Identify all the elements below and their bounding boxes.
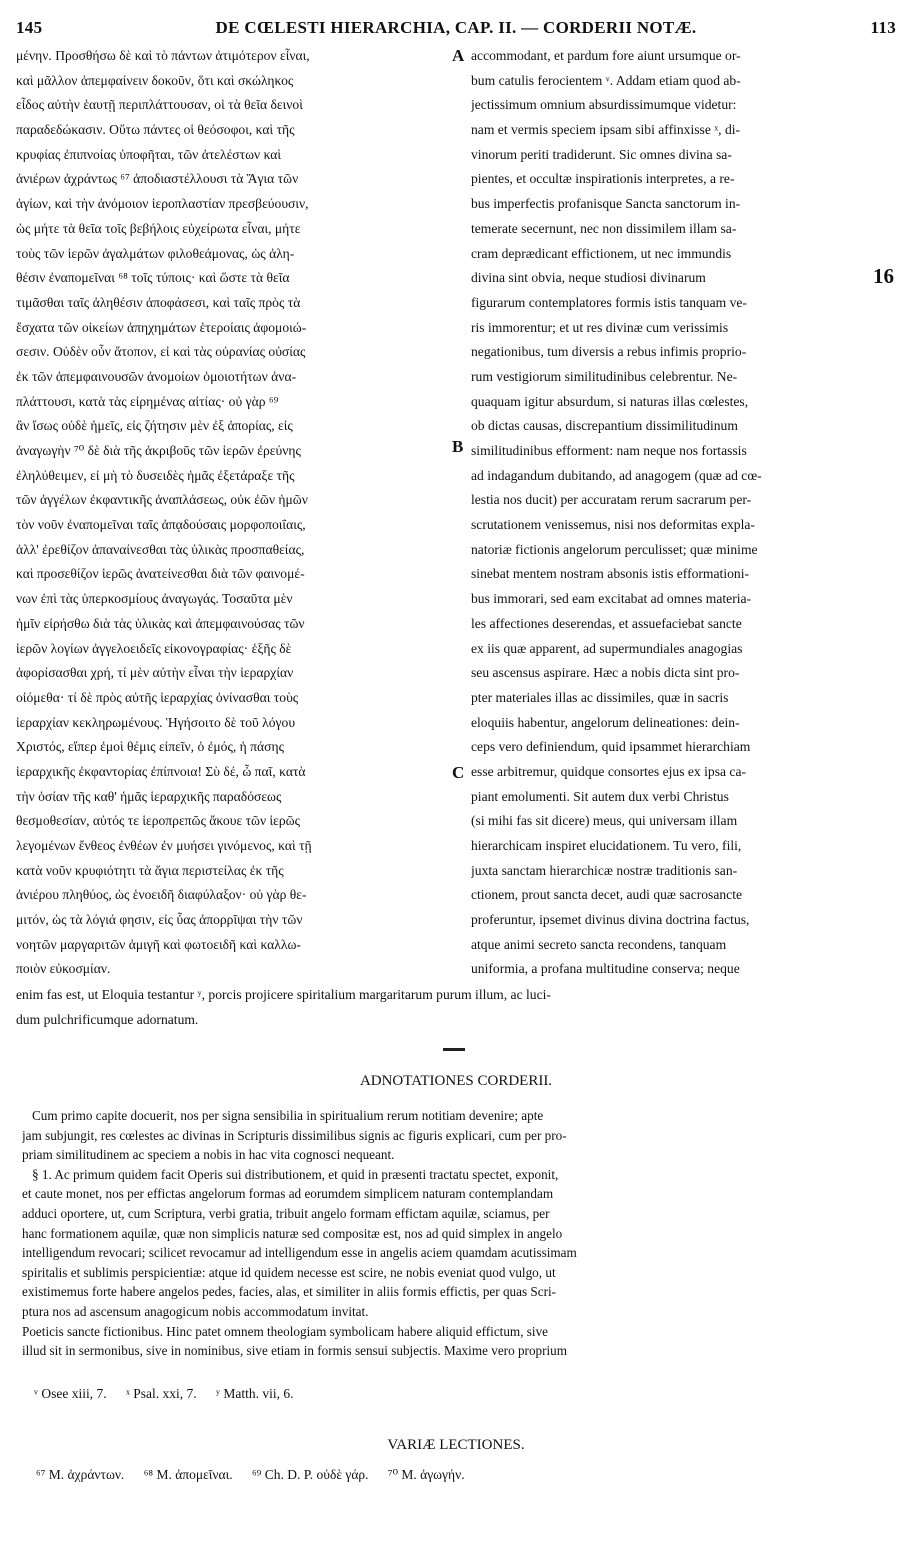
page-title: DE CŒLESTI HIERARCHIA, CAP. II. — CORDERII NOTÆ. [215, 18, 697, 37]
latin-line: bus imperfectis profanisque Sancta sanctorum in- [471, 196, 741, 212]
greek-line: τῶν ἀγγέλων ἐκφαντικῆς ἀναπλάσεως, οὐκ ἐῶν ἡμῶν [16, 492, 308, 508]
latin-line: bus immorari, sed eam excitabat ad omnes materia- [471, 591, 752, 607]
latin-line: jectissimum omnium absurdissimumque videtur: [471, 97, 737, 113]
latin-line: scrutationem venissemus, nisi nos deformitas expla- [471, 517, 755, 533]
variant-reading: ⁷⁰ M. ἀγωγήν. [387, 1467, 465, 1482]
latin-line: piant emolumenti. Sit autem dux verbi Christus [471, 788, 729, 804]
greek-line: ἐκ τῶν ἀπεμφαινουσῶν ἀνομοίων ὁμοιοτήτων ἀνα- [16, 368, 297, 384]
footnote-references [34, 1386, 310, 1402]
latin-line: cram deprædicant effictionem, ut nec immundis [471, 245, 732, 261]
greek-line: ἀφορίσασθαι χρή, τί μὲν αὐτὴν εἶναι τὴν ἱεραρχίαν [16, 665, 294, 681]
latin-line: divina sint obvia, neque studiosi divinarum [471, 270, 706, 286]
greek-line: θέσιν ἐναπομεῖναι ⁶⁸ τοῖς τύποις· καὶ ὥστε τὰ θεῖα [16, 270, 290, 286]
greek-line: λεγομένων ἔνθεος ἐνθέων ἐν μυήσει γινόμενος, καὶ τῇ [16, 838, 312, 853]
closing-text [16, 983, 896, 1032]
margin-letter-b: B [452, 437, 464, 456]
greek-line: τὸν νοῦν ἐναπομεῖναι ταῖς ἀπᾳδούσαις μορφοποιΐαις, [16, 517, 306, 533]
greek-line: νοητῶν μαργαριτῶν ἀμιγῆ καὶ φωτοειδῆ καὶ καλλω- [16, 936, 301, 952]
greek-line: ποιὸν εὐκοσμίαν. [16, 961, 111, 977]
latin-line: uniformia, a profana multitudine conserva; neque [471, 961, 740, 977]
annotation-line: Cum primo capite docuerit, nos per signa sensibilia in spiritualium rerum notitiam devenire; apte [32, 1108, 544, 1123]
latin-line: seu ascensus aspirare. Hæc a nobis dicta sint pro- [471, 665, 740, 681]
latin-line: temerate secernunt, nec non dissimilem illam sa- [471, 220, 737, 236]
latin-line: vinorum periti tradiderunt. Sic omnes divina sa- [471, 146, 732, 162]
footnote: ˣ Psal. xxi, 7. [125, 1386, 197, 1401]
latin-line: bum catulis ferocientem ᵛ. Addam etiam quod ab- [471, 72, 741, 88]
variant-reading: ⁶⁸ M. ἀπομεῖναι. [143, 1467, 233, 1482]
greek-line: ἂν ἴσως οὐδὲ ἡμεῖς, εἰς ζήτησιν μὲν ἐξ ἀπορίας, εἰς [16, 418, 293, 434]
greek-line: μιτόν, ὡς τὰ λόγιά φησιν, εἰς ὗας ἀπορρῖψαι τὴν τῶν [16, 912, 303, 928]
greek-line: οἰόμεθα· τί δὲ πρὸς αὐτῆς ἱεραρχίας ὀνίνασθαι τοὺς [16, 689, 299, 705]
section-divider [443, 1048, 465, 1051]
greek-line: ἡμῖν εἰρήσθω διὰ τὰς ὑλικὰς καὶ ἀπεμφαινούσας τῶν [16, 615, 305, 631]
latin-line: ctionem, prout sancta decet, audi quæ sacrosancte [471, 887, 743, 903]
annotation-line: ptura nos ad ascensum anagogicum nobis accommodatum invitat. [22, 1303, 369, 1319]
greek-line: σεσιν. Οὐδὲν οὖν ἄτοπον, εἰ καὶ τὰς οὐρανίας οὐσίας [16, 344, 306, 360]
annotation-line: illud sit in sermonibus, sive in nominibus, sive etiam in formis sensui subjectis. Maxime vero proprium [22, 1343, 568, 1359]
latin-line: ex iis quæ apparent, ad supermundiales anagogias [471, 640, 743, 656]
greek-line: μένην. Προσθήσω δὲ καὶ τὸ πάντων ἀτιμότερον εἶναι, [16, 48, 310, 63]
greek-line: ἀναγωγὴν ⁷⁰ δὲ διὰ τῆς ἀκριβοῦς τῶν ἱερῶν ἐρεύνης [16, 443, 301, 458]
latin-line: rum vestigiorum similitudinibus celebrentur. Ne- [471, 368, 738, 384]
latin-line: ob dictas causas, discrepantium dissimilitudinum [471, 418, 738, 434]
greek-column [16, 44, 450, 982]
greek-line: τὴν ὁσίαν τῆς καθ' ἡμᾶς ἱεραρχικῆς παραδόσεως [16, 788, 282, 804]
annotation-line: adduci oportere, ut, cum Scriptura, verbi gratia, tribuit angelo formam effictam aquilæ, sciamus, per [22, 1205, 550, 1221]
greek-line: ἱεραρχίαν κεκληρωμένους. Ἡγήσοιτο δὲ τοῦ λόγου [16, 714, 296, 730]
annotation-line: jam subjungit, res cœlestes ac divinas in Scripturis dissimilibus signis ac figuris explicari, cum per pro- [22, 1127, 567, 1143]
latin-line: pter materiales illas ac dissimiles, quæ in sacris [471, 689, 729, 705]
variant-reading: ⁶⁷ M. ἀχράντων. [36, 1467, 125, 1482]
column-number: 16 [873, 264, 894, 288]
closing-line: dum pulchrificumque adornatum. [16, 1011, 199, 1027]
running-header [14, 18, 898, 44]
latin-line: atque animi secreto sancta recondens, tanquam [471, 936, 727, 952]
page-number-left: 145 [16, 18, 43, 37]
latin-line: natoriæ fictionis angelorum perculisset; quæ minime [471, 541, 758, 557]
margin-letter-a: A [452, 46, 465, 65]
greek-line: θεσμοθεσίαν, αὐτός τε ἱεροπρεπῶς ἄκουε τῶν ἱερῶς [16, 813, 301, 829]
greek-line: καὶ προσεθίζον ἱερῶς ἀνατείνεσθαι διὰ τῶν φαινομέ- [16, 566, 305, 582]
latin-line: nam et vermis speciem ipsam sibi affinxisse ˣ, di- [471, 122, 741, 138]
greek-line: ἔσχατα τῶν οἰκείων ἀπηχημάτων ἑτεροίαις ἀφομοιώ- [16, 319, 307, 335]
latin-line: proferuntur, ipsemet divinus divina doctrina factus, [471, 912, 750, 928]
latin-line: sinebat mentem nostram absonis istis efformationi- [471, 566, 749, 582]
annotations-body [22, 1106, 890, 1361]
annotation-line: existimemus forte habere angelos pedes, facies, alas, et similiter in aliis formis effictis, per quas Scri- [22, 1284, 557, 1300]
latin-line: quaquam igitur absurdum, si naturas illas cœlestes, [471, 393, 749, 409]
greek-line: κρυφίας ἐπιπνοίας ὑποφῆται, τῶν ἀτελέστων καὶ [16, 146, 282, 162]
latin-line: similitudinibus efforment: nam neque nos fortassis [471, 443, 747, 458]
annotation-line: spiritalis et sublimis perspicientiæ: atque id quidem necesse est scire, ne nobis eveniat quod vulgo, ut [22, 1264, 556, 1280]
latin-line: esse arbitremur, quidque consortes ejus ex ipsa ca- [471, 763, 747, 779]
annotation-line: Poeticis sancte fictionibus. Hinc patet omnem theologiam symbolicam habere aliquid effictum, sive [22, 1323, 549, 1339]
page-number-right: 113 [870, 18, 896, 37]
greek-line: Χριστός, εἴπερ ἐμοὶ θέμις εἰπεῖν, ὁ ἐμός, ἡ πάσης [16, 739, 284, 755]
latin-line: eloquiis habentur, angelorum delineationes: dein- [471, 714, 740, 730]
annotation-line: § 1. Ac primum quidem facit Operis sui distributionem, et quid in præsenti tractatu spectet, exponit, [32, 1166, 559, 1182]
latin-line: lestia nos ducit) per accuratam rerum sacrarum per- [471, 492, 752, 508]
variae-title: VARIÆ LECTIONES. [387, 1437, 525, 1453]
greek-line: ἀνιέρων ἀχράντως ⁶⁷ ἀποδιαστέλλουσι τὰ Ἅγια τῶν [16, 171, 299, 187]
greek-line: ἱερῶν λογίων ἀγγελοειδεῖς εἰκονογραφίας· ἑξῆς δὲ [16, 640, 292, 656]
latin-line: negationibus, tum diversis a rebus infimis proprio- [471, 344, 747, 360]
variant-readings [36, 1467, 481, 1483]
variant-reading: ⁶⁹ Ch. D. P. οὐδὲ γάρ. [251, 1467, 369, 1482]
greek-line: ἁγίων, καὶ τὴν ἀνόμοιον ἱεροπλαστίαν πρεσβεύουσιν, [16, 196, 309, 212]
greek-line: πλάττουσι, κατὰ τὰς εἰρημένας αἰτίας· οὐ γὰρ ⁶⁹ [16, 393, 279, 409]
annotation-line: hanc formationem aquilæ, quæ non simplicis naturæ sed compositæ est, nos ad quid simplex in angelo [22, 1225, 563, 1241]
latin-line: ris immorentur; et ut res divinæ cum verissimis [471, 319, 729, 335]
latin-line: les affectiones deserendas, et assuefaciebat sancte [471, 615, 742, 631]
greek-line: ὡς μήτε τὰ θεῖα τοῖς βεβήλοις εὐχείρωτα εἶναι, μήτε [16, 220, 301, 236]
annotations-title: ADNOTATIONES CORDERII. [359, 1073, 553, 1089]
latin-line: ad indagandum dubitando, ad anagogem (quæ ad cœ- [471, 467, 762, 483]
annotation-line: intelligendum revocari; scilicet revocamur ad intelligendum esse in angelis aciem quamdam acutissimam [22, 1245, 577, 1261]
greek-line: ἐληλύθειμεν, εἰ μὴ τὸ δυσειδὲς ἡμᾶς ἐξετάραξε τῆς [16, 467, 295, 483]
latin-column [471, 44, 899, 982]
latin-line: figurarum contemplatores formis istis tanquam ve- [471, 294, 747, 310]
latin-line: juxta sanctam hierarchicæ nostræ traditionis san- [471, 862, 738, 878]
latin-line: (si mihi fas sit dicere) meus, qui universam illam [471, 813, 738, 829]
greek-line: τιμᾶσθαι ταῖς ἀληθέσιν ἀποφάσεσι, καὶ ταῖς πρὸς τὰ [16, 294, 301, 310]
closing-line: enim fas est, ut Eloquia testantur ʸ, porcis projicere spiritalium margaritarum purum illum, ac luci- [16, 987, 551, 1002]
greek-line: εἶδος αὐτὴν ἑαυτῇ περιπλάττουσαν, οἱ τὰ θεῖα δεινοὶ [16, 97, 303, 113]
greek-line: καὶ μᾶλλον ἀπεμφαίνειν δοκοῦν, ὅτι καὶ σκώληκος [16, 72, 294, 88]
latin-line: hierarchicam inspiret elucidationem. Tu vero, fili, [471, 838, 742, 853]
greek-line: ἀλλ' ἐρεθίζον ἀπαναίνεσθαι τὰς ὑλικὰς προσπαθείας, [16, 541, 305, 557]
annotation-line: priam similitudinem ac speciem a nobis in hac vita cognosci nequeant. [22, 1147, 395, 1163]
greek-line: παραδεδώκασιν. Οὕτω πάντες οἱ θεόσοφοι, καὶ τῆς [16, 122, 295, 138]
greek-line: νων ἐπὶ τὰς ὑπερκοσμίους ἀναγωγάς. Τοσαῦτα μὲν [16, 591, 293, 607]
latin-line: ceps vero definiendum, quid ipsammet hierarchiam [471, 739, 751, 755]
greek-line: ἱεραρχικῆς ἐκφαντορίας ἐπίπνοια! Σὺ δέ, ὦ παῖ, κατὰ [16, 763, 306, 779]
latin-line: pientes, et occultæ inspirationis interpretes, a re- [471, 171, 735, 187]
footnote: ᵛ Osee xiii, 7. [34, 1386, 107, 1401]
greek-line: τοὺς τῶν ἱερῶν ἀγαλμάτων φιλοθεάμονας, ὡς ἀλη- [16, 245, 295, 261]
latin-line: accommodant, et pardum fore aiunt ursumque or- [471, 48, 741, 63]
annotation-line: et caute monet, nos per effictas angelorum formas ad eorumdem simplicem naturam contemplandam [22, 1186, 554, 1202]
footnote: ʸ Matth. vii, 6. [216, 1386, 294, 1401]
greek-line: ἀνιέρου πληθύος, ὡς ἑνοειδῆ διαφύλαξον· οὐ γὰρ θε- [16, 887, 307, 903]
margin-letter-c: C [452, 763, 465, 782]
greek-line: κατὰ νοῦν κρυφιότητι τὰ ἅγια περιστείλας ἐκ τῆς [16, 862, 284, 878]
